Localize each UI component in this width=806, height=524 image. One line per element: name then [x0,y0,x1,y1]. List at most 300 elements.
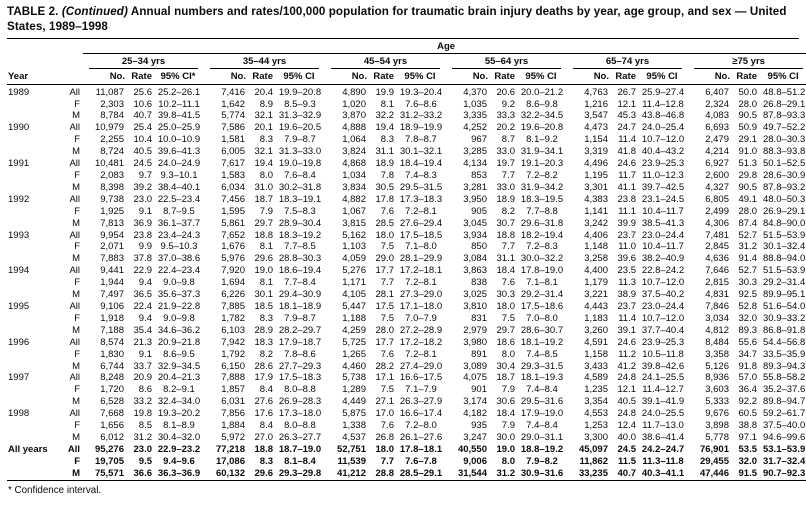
age-group-label: ≥75 yrs [694,54,803,69]
rate-value-cell: 36.6 [127,468,154,480]
num-value-cell: 5,778 [705,431,729,443]
rate-value-cell: 12.1 [617,98,636,110]
num-value-cell: 853 [471,170,487,181]
rate-value-cell: 28.2 [375,360,394,372]
age-group-header [83,53,204,69]
num-value-cell: 3,824 [342,146,366,158]
year-cell [7,134,59,146]
ci-value-cell: 23.0–24.4 [641,300,685,312]
rate-value-cell: 90.5 [738,181,757,193]
rate-value-cell: 8.3 [380,134,394,146]
num-value-cell: 4,890 [342,86,366,98]
ci-column-header: 95% CI* [154,69,204,85]
rate-value-cell: 50.9 [738,122,757,134]
rate-value-cell: 31.1 [496,253,515,265]
num-value-cell: 1,216 [584,98,608,110]
num-value-cell: 4,831 [705,289,729,301]
rate-value-cell: 52.7 [738,229,757,241]
age-group-header [688,53,806,69]
ci-value-cell: 8.7–9.5 [163,205,195,217]
rate-value-cell: 18.8 [254,443,273,455]
sex-cell: M [59,468,83,480]
num-value-cell: 4,868 [342,158,366,170]
rate-value-cell: 32.0 [738,455,757,467]
ci-value-cell: 19.1–20.3 [520,158,564,170]
ci-value-cell: 28.8–30.3 [278,253,322,265]
ci-value-cell: 37.5–40.0 [762,420,806,432]
table-body [7,84,806,480]
ci-value-cell: 43.8–46.8 [641,110,685,122]
ci-value-cell: 24.0–25.4 [641,122,685,134]
num-value-cell: 4,589 [584,372,608,384]
rate-value-cell: 23.5 [617,265,636,277]
num-value-cell: 4,406 [584,229,608,241]
num-value-cell: 2,071 [100,241,124,253]
ci-value-cell: 17.8–18.1 [399,443,443,455]
rate-value-cell: 29.1 [738,134,757,146]
rate-value-cell: 11.4 [618,134,636,146]
ci-value-cell: 30.4–32.0 [157,431,201,443]
ci-value-cell: 11.4–12.8 [642,98,684,110]
num-value-cell: 52,751 [336,443,366,455]
age-span-header: Age [83,40,806,54]
num-value-cell: 7,497 [100,289,124,301]
ci-value-cell: 20.9–21.8 [157,336,201,348]
rate-value-cell: 18.4 [496,408,515,420]
num-value-cell: 1,338 [342,420,366,432]
num-value-cell: 4,537 [342,431,366,443]
num-value-cell: 3,810 [463,300,487,312]
rate-column-header: Rate [369,69,396,85]
table-row [7,146,806,158]
ci-value-cell: 7.1–8.0 [405,241,437,253]
column-header-row [7,69,806,85]
ci-value-cell: 9.3–10.1 [160,170,198,181]
num-value-cell: 3,034 [705,312,729,324]
num-value-cell: 1,171 [342,277,366,289]
rate-value-cell: 11.5 [618,455,636,467]
rate-value-cell: 19.0 [496,443,515,455]
num-value-cell: 3,242 [584,217,608,229]
ci-value-cell: 7.2–8.0 [405,420,437,432]
num-value-cell: 2,845 [705,241,729,253]
rate-value-cell: 55.6 [738,336,757,348]
ci-value-cell: 24.0–24.9 [157,158,201,170]
ci-value-cell: 24.1–25.5 [641,372,685,384]
num-value-cell: 7,416 [221,86,245,98]
num-value-cell: 1,179 [584,277,608,289]
num-value-cell: 3,045 [463,217,487,229]
num-value-cell: 4,400 [584,265,608,277]
ci-value-cell: 86.8–91.8 [762,324,806,336]
year-cell: 1991 [8,158,30,170]
num-value-cell: 6,528 [100,396,124,408]
ci-value-cell: 7.0–7.9 [405,312,437,324]
rate-value-cell: 29.7 [254,217,273,229]
ci-value-cell: 18.1–19.3 [520,372,564,384]
ci-value-cell: 94.6–99.6 [762,431,806,443]
ci-value-cell: 37.0–38.6 [157,253,201,265]
ci-value-cell: 7.1–7.9 [405,384,437,396]
num-value-cell: 1,067 [342,205,366,217]
rate-value-cell: 38.9 [617,289,636,301]
num-value-cell: 33,235 [567,468,611,480]
num-value-cell: 3,301 [584,181,608,193]
ci-value-cell: 28.9–30.4 [278,217,322,229]
ci-value-cell: 89.8–94.7 [762,396,806,408]
year-cell [7,241,59,253]
num-value-cell: 6,150 [221,360,245,372]
rate-value-cell: 30.7 [496,217,515,229]
rate-value-cell: 25.6 [133,86,152,98]
rate-value-cell: 7.9 [259,205,273,217]
ci-value-cell: 18.2–19.4 [520,229,564,241]
ci-value-cell: 7.2–8.1 [405,348,437,360]
ci-value-cell: 7.8–8.6 [284,348,316,360]
rate-value-cell: 32.0 [738,312,757,324]
rate-value-cell: 18.7 [496,372,515,384]
rate-value-cell: 26.8 [375,431,394,443]
rate-value-cell: 8.0 [259,170,273,181]
ci-value-cell: 10.7–12.0 [641,312,685,324]
sex-cell: M [72,360,80,372]
num-value-cell: 4,306 [705,217,729,229]
ci-value-cell: 7.0–8.0 [526,312,558,324]
ci-value-cell: 32.4–34.0 [157,396,201,408]
rate-value-cell: 24.8 [617,372,636,384]
ci-column-header: 95% CI [759,69,806,85]
rate-value-cell: 17.8 [375,193,394,205]
num-value-cell: 6,031 [221,396,245,408]
year-cell [7,170,59,182]
num-value-cell: 7,920 [221,265,245,277]
rate-value-cell: 28.9 [254,324,273,336]
ci-value-cell: 21.9–22.8 [157,300,201,312]
ci-value-cell: 26.1–27.6 [399,431,443,443]
num-value-cell: 3,260 [584,324,608,336]
rate-value-cell: 7.5 [380,384,394,396]
ci-value-cell: 36.1–37.7 [157,217,201,229]
table-row [7,456,806,468]
num-value-cell: 6,744 [100,360,124,372]
num-value-cell: 4,059 [342,253,366,265]
year-cell: All years [8,443,48,455]
ci-value-cell: 7.7–8.8 [526,205,558,217]
rate-value-cell: 20.1 [254,122,273,134]
rate-value-cell: 38.8 [738,420,757,432]
ci-value-cell: 28.1–29.9 [399,253,443,265]
num-value-cell: 6,226 [221,289,245,301]
num-value-cell: 9,441 [100,265,124,277]
year-cell [7,456,59,468]
rate-value-cell: 19.8 [133,408,152,420]
rate-value-cell: 24.5 [133,158,152,170]
rate-value-cell: 20.9 [133,372,152,384]
year-cell: 1989 [8,86,30,98]
num-value-cell: 7,586 [221,122,245,134]
rate-value-cell: 40.0 [617,431,636,443]
rate-value-cell: 24.8 [617,408,636,420]
tbi-deaths-table [7,40,806,481]
num-value-cell: 3,025 [463,289,487,301]
ci-value-cell: 29.5–31.5 [399,181,443,193]
ci-value-cell: 19.9–20.8 [278,86,322,98]
age-header-row [7,40,806,54]
table-row [7,265,806,277]
rate-value-cell: 30.0 [496,431,515,443]
num-value-cell: 1,289 [342,384,366,396]
year-cell [7,253,59,265]
rate-value-cell: 22.4 [133,300,152,312]
year-cell: 1994 [8,265,30,277]
age-group-label: 65–74 yrs [573,54,682,69]
year-cell [7,110,59,122]
age-group-header [325,53,446,69]
num-value-cell: 935 [471,420,487,432]
num-value-cell: 4,473 [584,122,608,134]
num-value-cell: 75,571 [83,468,127,480]
num-value-cell: 6,005 [221,146,245,158]
num-value-cell: 76,901 [699,443,729,455]
rate-value-cell: 24.6 [617,158,636,170]
sex-cell: F [74,312,80,324]
rate-value-cell: 18.0 [375,229,394,241]
num-value-cell: 41,212 [325,468,369,480]
rate-value-cell: 24.5 [617,443,636,455]
rate-value-cell: 9.5 [138,455,152,467]
ci-value-cell: 7.2–8.3 [526,241,558,253]
ci-value-cell: 18.1–18.9 [278,300,322,312]
num-value-cell: 2,324 [705,98,729,110]
rate-value-cell: 53.5 [738,443,757,455]
sex-cell: F [74,134,80,146]
num-value-cell: 3,089 [463,360,487,372]
ci-value-cell: 7.9–8.2 [526,455,558,467]
rate-value-cell: 45.3 [617,110,636,122]
table-row [7,289,806,301]
num-value-cell: 1,103 [342,241,366,253]
table-row [7,420,806,432]
ci-value-cell: 27.2–28.9 [399,324,443,336]
num-value-cell: 3,603 [705,384,729,396]
ci-value-cell: 9.5–10.3 [160,241,198,253]
num-value-cell: 1,035 [463,98,487,110]
rate-value-cell: 41.1 [617,181,636,193]
table-title-label: TABLE 2. [7,5,59,18]
num-value-cell: 4,443 [584,300,608,312]
ci-value-cell: 7.6–8.6 [405,98,437,110]
sex-cell: F [74,170,80,181]
ci-value-cell: 10.4–11.7 [642,241,684,253]
ci-value-cell: 38.2–40.9 [641,253,685,265]
rate-value-cell: 25.4 [133,122,152,134]
num-value-cell: 3,354 [584,396,608,408]
ci-value-cell: 9.4–9.6 [163,455,195,467]
rate-value-cell: 91.5 [732,468,759,480]
num-value-cell: 1,792 [221,348,245,360]
rate-value-cell: 18.4 [496,265,515,277]
ci-value-cell: 10.2–11.1 [158,98,200,110]
sex-cell: F [74,277,80,289]
sex-cell: All [69,86,80,98]
rate-value-cell: 12.4 [617,420,636,432]
num-value-cell: 891 [471,348,487,360]
rate-value-cell: 9.7 [138,170,152,181]
ci-value-cell: 16.6–17.4 [399,408,443,420]
table-row [7,325,806,337]
ci-value-cell: 29.4–30.9 [278,289,322,301]
ci-value-cell: 17.5–18.3 [278,372,322,384]
ci-value-cell: 87.8–93.3 [762,110,806,122]
table-row [7,218,806,230]
num-value-cell: 45,097 [578,443,608,455]
rate-value-cell: 41.8 [617,146,636,158]
ci-value-cell: 9.0–9.8 [163,312,195,324]
ci-value-cell: 27.6–29.4 [399,217,443,229]
ci-value-cell: 19.0–19.8 [278,158,322,170]
num-value-cell: 4,812 [705,324,729,336]
num-value-cell: 1,154 [584,134,608,146]
rate-value-cell: 39.2 [133,181,152,193]
ci-value-cell: 10.5–11.8 [642,348,684,360]
rate-value-cell: 18.0 [375,443,394,455]
ci-value-cell: 33.5–35.9 [762,348,806,360]
ci-value-cell: 26.9–28.3 [278,396,322,408]
table-row [7,194,806,206]
rate-column-header: Rate [732,69,759,85]
num-value-cell: 7,456 [221,193,245,205]
table-row [7,384,806,396]
ci-value-cell: 22.4–23.4 [157,265,201,277]
num-value-cell: 2,479 [705,134,729,146]
num-value-cell: 1,782 [221,312,245,324]
num-value-cell: 2,979 [463,324,487,336]
num-value-cell: 9,954 [100,229,124,241]
ci-value-cell: 8.5–9.3 [284,98,316,110]
num-value-cell: 3,221 [584,289,608,301]
num-value-cell: 1,720 [100,384,124,396]
ci-value-cell: 8.1–8.4 [284,455,316,467]
num-value-cell: 3,433 [584,360,608,372]
no-column-header: No. [688,69,732,85]
ci-value-cell: 19.6–20.5 [278,122,322,134]
year-cell [7,277,59,289]
rate-value-cell: 36.9 [133,217,152,229]
ci-value-cell: 39.8–41.5 [157,110,201,122]
ci-value-cell: 26.9–29.1 [762,205,806,217]
ci-value-cell: 11.4–12.7 [642,384,684,396]
sex-cell: M [72,431,80,443]
num-value-cell: 1,694 [221,277,245,289]
rate-value-cell: 30.3 [496,289,515,301]
num-value-cell: 7,856 [221,408,245,420]
num-value-cell: 29,455 [699,455,729,467]
ci-value-cell: 20.0–21.2 [520,86,564,98]
ci-value-cell: 17.8–19.0 [520,265,564,277]
num-value-cell: 8,398 [100,181,124,193]
rate-value-cell: 23.0 [133,443,152,455]
rate-value-cell: 23.8 [617,193,636,205]
ci-value-cell: 51.5–53.9 [762,265,806,277]
num-value-cell: 6,927 [705,158,729,170]
ci-value-cell: 29.5–31.6 [520,396,564,408]
ci-value-cell: 89.3–94.3 [762,360,806,372]
sex-cell: All [69,158,80,170]
num-value-cell: 4,327 [705,181,729,193]
sex-cell: All [69,265,80,277]
rate-value-cell: 29.7 [496,324,515,336]
rate-value-cell: 40.7 [611,468,638,480]
sex-cell: F [74,98,80,110]
year-column-header: Year [7,69,83,85]
ci-value-cell: 59.2–61.7 [762,408,806,420]
ci-value-cell: 39.6–41.3 [157,146,201,158]
num-value-cell: 9,676 [705,408,729,420]
ci-value-cell: 88.8–94.0 [762,253,806,265]
year-cell [7,432,59,444]
ci-value-cell: 25.9–27.4 [641,86,685,98]
year-cell: 1992 [8,193,30,205]
rate-value-cell: 91.4 [738,253,757,265]
rate-value-cell: 40.5 [133,146,152,158]
ci-value-cell: 38.6–41.4 [641,431,685,443]
rate-value-cell: 12.1 [617,384,636,396]
rate-value-cell: 7.6 [380,205,394,217]
num-value-cell: 1,148 [584,241,608,253]
num-value-cell: 5,875 [342,408,366,420]
rate-value-cell: 7.5 [380,312,394,324]
num-value-cell: 1,265 [342,348,366,360]
num-value-cell: 1,676 [221,241,245,253]
ci-value-cell: 31.3–32.9 [278,110,322,122]
ci-value-cell: 26.3–27.7 [278,431,322,443]
ci-value-cell: 35.2–37.6 [762,384,806,396]
num-value-cell: 1,583 [221,170,245,181]
sex-cell: All [69,122,80,134]
rate-column-header: Rate [127,69,154,85]
ci-value-cell: 29.2–31.4 [520,289,564,301]
rate-value-cell: 91.0 [738,146,757,158]
ci-value-cell: 18.1–19.2 [520,336,564,348]
sex-cell: M [72,146,80,158]
rate-value-cell: 24.7 [617,122,636,134]
rate-value-cell: 8.1 [259,241,273,253]
table-title-text: Annual numbers and rates/100,000 population for traumatic brain injury deaths by year, age group, and sex — United States, 1989–1998 [7,5,787,33]
num-value-cell: 5,738 [342,372,366,384]
num-value-cell: 831 [471,312,487,324]
rate-value-cell: 21.3 [133,336,152,348]
num-value-cell: 3,547 [584,110,608,122]
num-value-cell: 4,083 [705,110,729,122]
rate-value-cell: 7.6 [501,277,515,289]
rate-value-cell: 19.7 [496,158,515,170]
ci-value-cell: 7.6–8.4 [284,170,316,181]
rate-value-cell: 29.6 [254,253,273,265]
rate-value-cell: 39.1 [617,324,636,336]
ci-value-cell: 51.5–53.9 [762,229,806,241]
rate-value-cell: 10.6 [133,98,152,110]
sex-cell: All [67,443,80,455]
num-value-cell: 905 [471,205,487,217]
ci-value-cell: 38.5–41.3 [641,217,685,229]
rate-value-cell: 92.5 [738,289,757,301]
ci-value-cell: 7.8–8.7 [405,134,437,146]
rate-value-cell: 7.8 [380,170,394,181]
ci-value-cell: 54.4–56.8 [762,336,806,348]
ci-value-cell: 11.0–12.3 [642,170,684,181]
rate-value-cell: 8.1 [259,277,273,289]
rate-value-cell: 11.3 [618,277,636,289]
